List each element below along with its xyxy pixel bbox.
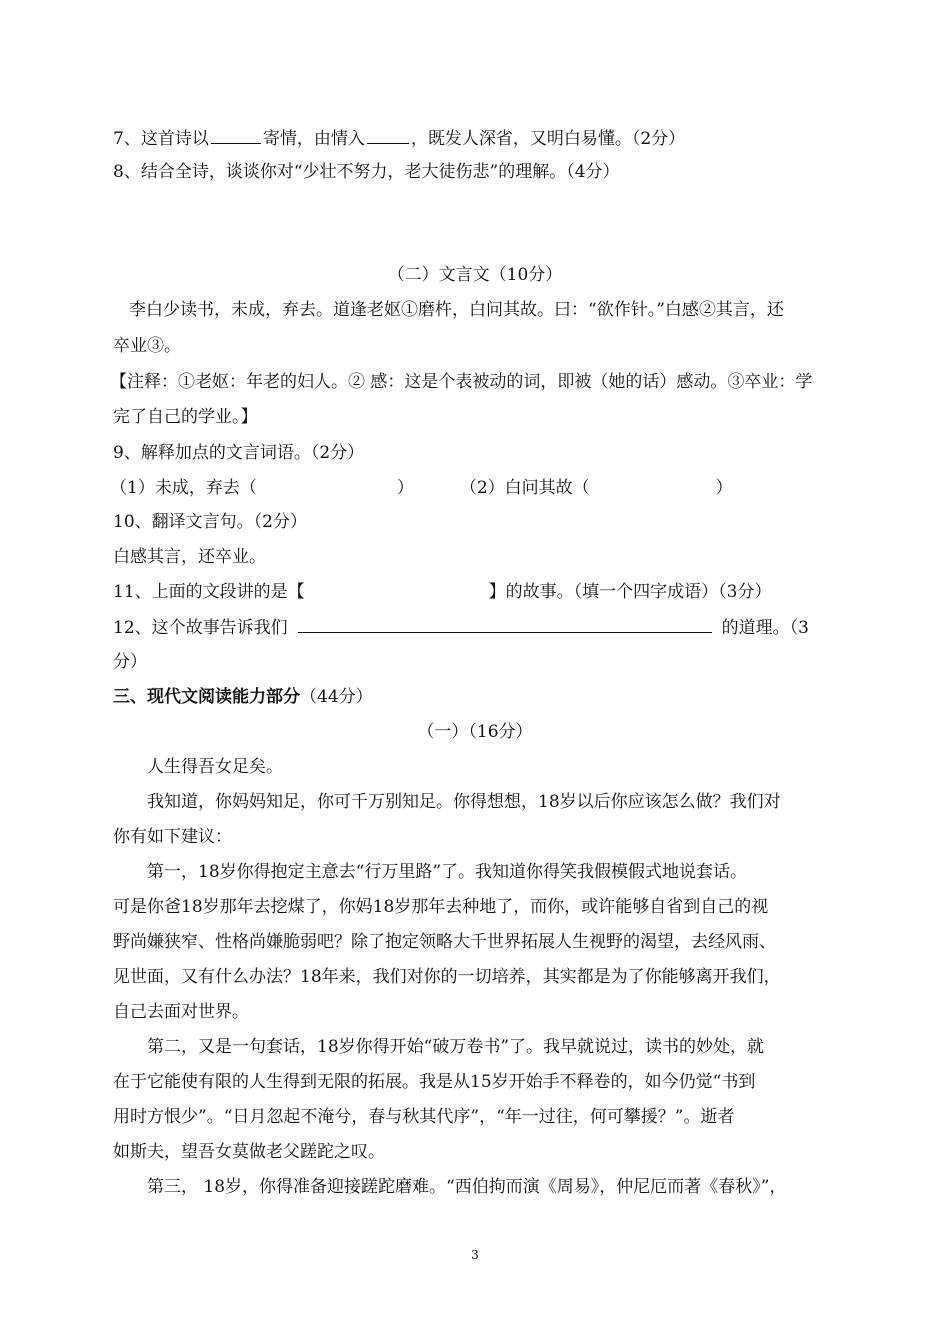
- answer-blank-7a[interactable]: [211, 126, 261, 144]
- article-paragraph: 第三， 18岁，你得准备迎接蹉跎磨难。“西伯拘而演《周易》，仲尼厄而著《春秋》”，: [147, 1177, 787, 1197]
- question-12: 12、这个故事告诉我们 的道理。（3: [113, 615, 809, 640]
- article-paragraph: 第二，又是一句套话，18岁你得开始“破万卷书”了。我早就说过，读书的妙处，就: [147, 1037, 765, 1057]
- annotation-line: 完了自己的学业。】: [113, 407, 258, 427]
- article-line: 自己去面对世界。: [113, 1002, 249, 1022]
- article-line: 野尚嫌狭窄、性格尚嫌脆弱吧？除了抱定领略大千世界拓展人生视野的渴望，去经风雨、: [113, 932, 776, 952]
- question-7: 7、这首诗以 寄情，由情入 ，既发人深省，又明白易懂。（2分）: [113, 126, 685, 151]
- question-12-continued: 分）: [113, 652, 147, 672]
- question-8: 8、结合全诗，谈谈你对“少壮不努力，老大徒伤悲”的理解。（4分）: [113, 162, 620, 182]
- answer-blank-12[interactable]: [298, 615, 712, 633]
- question-11: 11、上面的文段讲的是【 】的故事。（填一个四字成语）（3分）: [113, 582, 772, 602]
- passage-line: 卒业③。: [113, 336, 181, 356]
- question-10-sentence: 白感其言，还卒业。: [113, 547, 266, 567]
- article-line: 在于它能使有限的人生得到无限的拓展。我是从15岁开始手不释卷的，如今仍觉“书到: [113, 1072, 756, 1092]
- subsection-1-title: （一）（16分）: [417, 722, 533, 742]
- article-line: 可是你爸18岁那年去挖煤了，你妈18岁那年去种地了，而你，或许能够自省到自己的视: [113, 897, 769, 917]
- article-paragraph: 人生得吾女足矣。: [147, 757, 283, 777]
- question-9-items: （1）未成，弃去（ ） （2）白问其故（ ）: [110, 478, 733, 498]
- article-line: 如斯夫，望吾女莫做老父蹉跎之叹。: [113, 1142, 385, 1162]
- article-paragraph: 我知道，你妈妈知足，你可千万别知足。你得想想，18岁以后你应该怎么做？我们对: [147, 792, 781, 812]
- article-line: 你有如下建议：: [113, 827, 232, 847]
- annotation-line: 【注释：①老妪：年老的妇人。② 感：这是个表被动的词，即被（她的话）感动。③卒业：学: [110, 372, 813, 392]
- article-line: 见世面，又有什么办法？18年来，我们对你的一切培养，其实都是为了你能够离开我们，: [113, 967, 781, 987]
- article-line: 用时方恨少”。“日月忽起不淹兮，春与秋其代序”，“年一过往，何可攀援？”。逝者: [113, 1107, 735, 1127]
- answer-blank-7b[interactable]: [367, 126, 409, 144]
- passage-line: 李白少读书，未成，弃去。道逢老妪①磨杵，白问其故。曰：“欲作针。”白感②其言，还: [129, 300, 784, 320]
- classical-section-title: （二）文言文（10分）: [387, 265, 563, 285]
- article-paragraph: 第一，18岁你得抱定主意去“行万里路”了。我知道你得笑我假模假式地说套话。: [147, 862, 748, 882]
- page-number: 3: [471, 1248, 479, 1262]
- question-9: 9、解释加点的文言词语。（2分）: [113, 443, 365, 463]
- section-3-heading: 三、现代文阅读能力部分（44分）: [113, 687, 373, 707]
- question-10: 10、翻译文言句。（2分）: [113, 512, 307, 532]
